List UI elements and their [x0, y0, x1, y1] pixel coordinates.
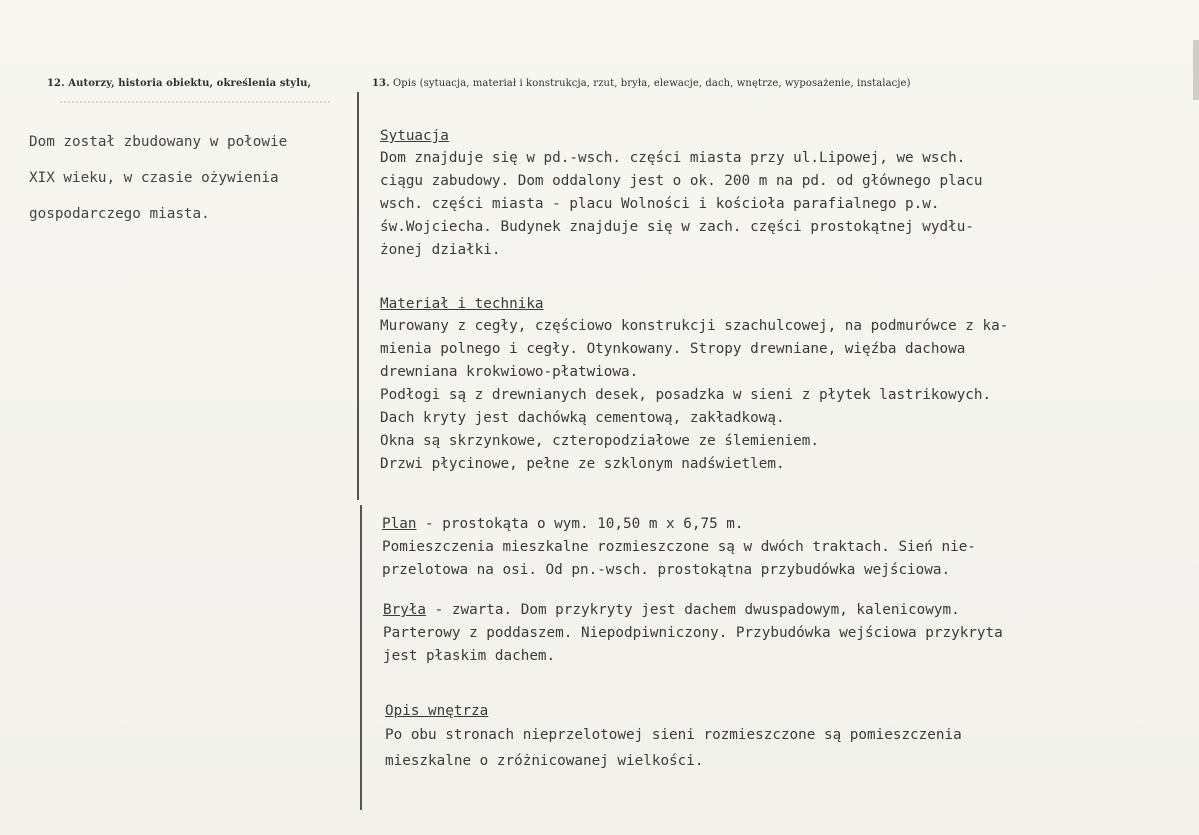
section-line: Dom znajduje się w pd.-wsch. części miasta przy ul.Lipowej, we wsch.	[380, 150, 966, 166]
section-line: wsch. części miasta - placu Wolności i kościoła parafialnego p.w.	[380, 196, 940, 212]
section-line: Pomieszczenia mieszkalne rozmieszczone są w dwóch traktach. Sień nie-	[382, 539, 976, 555]
section-line: mieszkalne o zróżnicowanej wielkości.	[385, 753, 704, 769]
section-line: mienia polnego i cegły. Otynkowany. Stropy drewniane, więźba dachowa	[380, 341, 966, 357]
section-line: drewniana krokwiowo-płatwiowa.	[380, 364, 639, 380]
header-field-13-label: Opis (sytuacja, materiał i konstrukcja, rzut, bryła, elewacje, dach, wnętrze, wyposażenie, instalacje)	[392, 78, 911, 89]
edge-mark	[1193, 40, 1199, 100]
section-line: św.Wojciecha. Budynek znajduje się w zach. części prostokątnej wydłu-	[380, 219, 974, 235]
section-line: Drzwi płycinowe, pełne ze szklonym nadświetlem.	[380, 456, 785, 472]
section-plan	[382, 513, 1142, 582]
section-opis-wnetrza	[385, 700, 1145, 774]
section-first-line	[382, 513, 1142, 536]
header-field-13-number: 13.	[372, 78, 390, 89]
section-line: Okna są skrzynkowe, czteropodziałowe ze ślemieniem.	[380, 433, 819, 449]
section-title: Materiał i technika	[380, 296, 544, 312]
section-bryla	[383, 599, 1143, 668]
section-line: żonej działki.	[380, 242, 501, 258]
history-text	[29, 124, 349, 232]
section-line: przelotowa na osi. Od pn.-wsch. prostokątna przybudówka wejściowa.	[382, 562, 951, 578]
column-divider-upper	[357, 92, 359, 500]
history-line: XIX wieku, w czasie ożywienia	[29, 170, 279, 186]
section-line: Podłogi są z drewnianych desek, posadzka w sieni z płytek lastrikowych.	[380, 387, 992, 403]
section-line: ciągu zabudowy. Dom oddalony jest o ok. 200 m na pd. od głównego placu	[380, 173, 983, 189]
header-field-12: 12. Autorzy, historia obiektu, określenia stylu,	[47, 78, 312, 89]
section-first-text: - zwarta. Dom przykryty jest dachem dwuspadowym, kalenicowym.	[426, 602, 960, 618]
section-first-text: - prostokąta o wym. 10,50 m x 6,75 m.	[416, 516, 744, 532]
section-title: Bryła	[383, 602, 427, 618]
faint-underline	[60, 101, 330, 106]
section-material	[380, 293, 1140, 476]
section-title: Opis wnętrza	[385, 703, 489, 719]
header-field-13	[372, 78, 911, 89]
section-line: Murowany z cegły, częściowo konstrukcji szachulcowej, na podmurówce z ka-	[380, 318, 1009, 334]
section-line: Po obu stronach nieprzelotowej sieni rozmieszczone są pomieszczenia	[385, 727, 962, 743]
history-line: Dom został zbudowany w połowie	[29, 134, 288, 150]
section-title: Plan	[382, 516, 417, 532]
section-sytuacja	[380, 125, 1140, 262]
section-line: jest płaskim dachem.	[383, 648, 556, 664]
section-first-line	[383, 599, 1143, 622]
section-line: Parterowy z poddaszem. Niepodpiwniczony. Przybudówka wejściowa przykryta	[383, 625, 1003, 641]
section-title: Sytuacja	[380, 128, 449, 144]
section-line: Dach kryty jest dachówką cementową, zakładkową.	[380, 410, 785, 426]
column-divider-lower	[360, 505, 362, 810]
history-line: gospodarczego miasta.	[29, 206, 210, 222]
